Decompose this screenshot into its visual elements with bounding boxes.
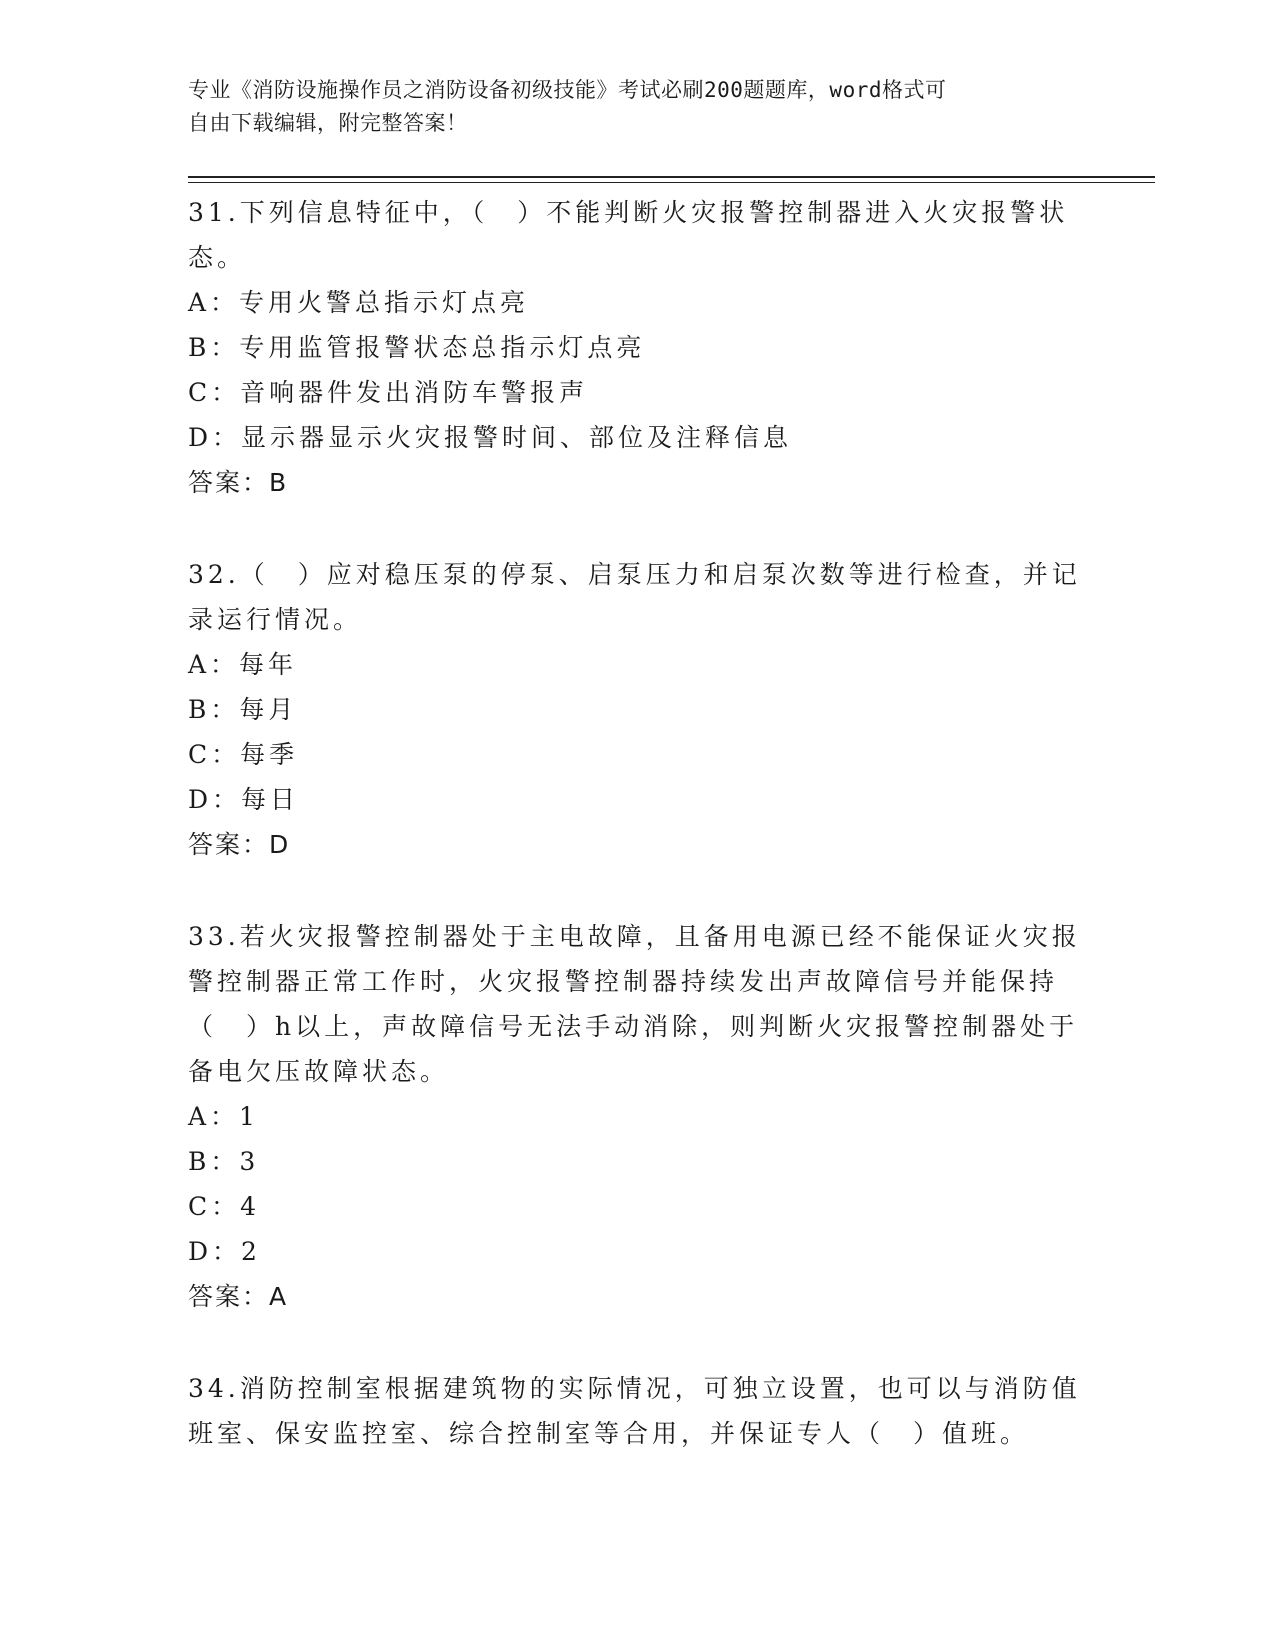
question-34 (188, 1366, 1088, 1456)
header-line-1: 专业《消防设施操作员之消防设备初级技能》考试必刷200题题库，word格式可 (188, 78, 947, 102)
option-a: A：专用火警总指示灯点亮 (188, 288, 530, 317)
header-rule-thick (188, 176, 1155, 178)
question-text: 33.若火灾报警控制器处于主电故障，且备用电源已经不能保证火灾报警控制器正常工作时，火灾报警控制器持续发出声故障信号并能保持（ ）h以上，声故障信号无法手动消除，则判断火灾报警控制器处于备电欠压故障状态。 (188, 922, 1081, 1086)
option-d: D：每日 (188, 785, 300, 814)
option-a: A：1 (188, 1102, 259, 1131)
question-text: 31.下列信息特征中，（ ）不能判断火灾报警控制器进入火灾报警状态。 (188, 198, 1069, 272)
question-33 (188, 914, 1088, 1319)
option-d: D：显示器显示火灾报警时间、部位及注释信息 (188, 423, 793, 452)
document-header (188, 74, 1068, 140)
question-spacer (188, 1319, 1088, 1364)
answer: 答案：A (188, 1282, 289, 1311)
question-spacer (188, 505, 1088, 550)
option-a: A：每年 (188, 650, 298, 679)
question-32 (188, 552, 1088, 867)
question-text: 34.消防控制室根据建筑物的实际情况，可独立设置，也可以与消防值班室、保安监控室、综合控制室等合用，并保证专人（ ）值班。 (188, 1374, 1081, 1448)
option-b: B：每月 (188, 695, 298, 724)
option-c: C：每季 (188, 740, 299, 769)
answer: 答案：B (188, 468, 289, 497)
question-spacer (188, 867, 1088, 912)
option-b: B：专用监管报警状态总指示灯点亮 (188, 333, 646, 362)
answer: 答案：D (188, 830, 291, 859)
header-line-2: 自由下载编辑，附完整答案！ (188, 111, 468, 135)
option-c: C：音响器件发出消防车警报声 (188, 378, 589, 407)
option-b: B：3 (188, 1147, 260, 1176)
option-c: C：4 (188, 1192, 261, 1221)
question-31 (188, 190, 1088, 505)
option-d: D：2 (188, 1237, 261, 1266)
question-text: 32.（ ）应对稳压泵的停泵、启泵压力和启泵次数等进行检查，并记录运行情况。 (188, 560, 1081, 634)
question-list (188, 188, 1088, 1456)
header-rule-thin (188, 182, 1155, 183)
